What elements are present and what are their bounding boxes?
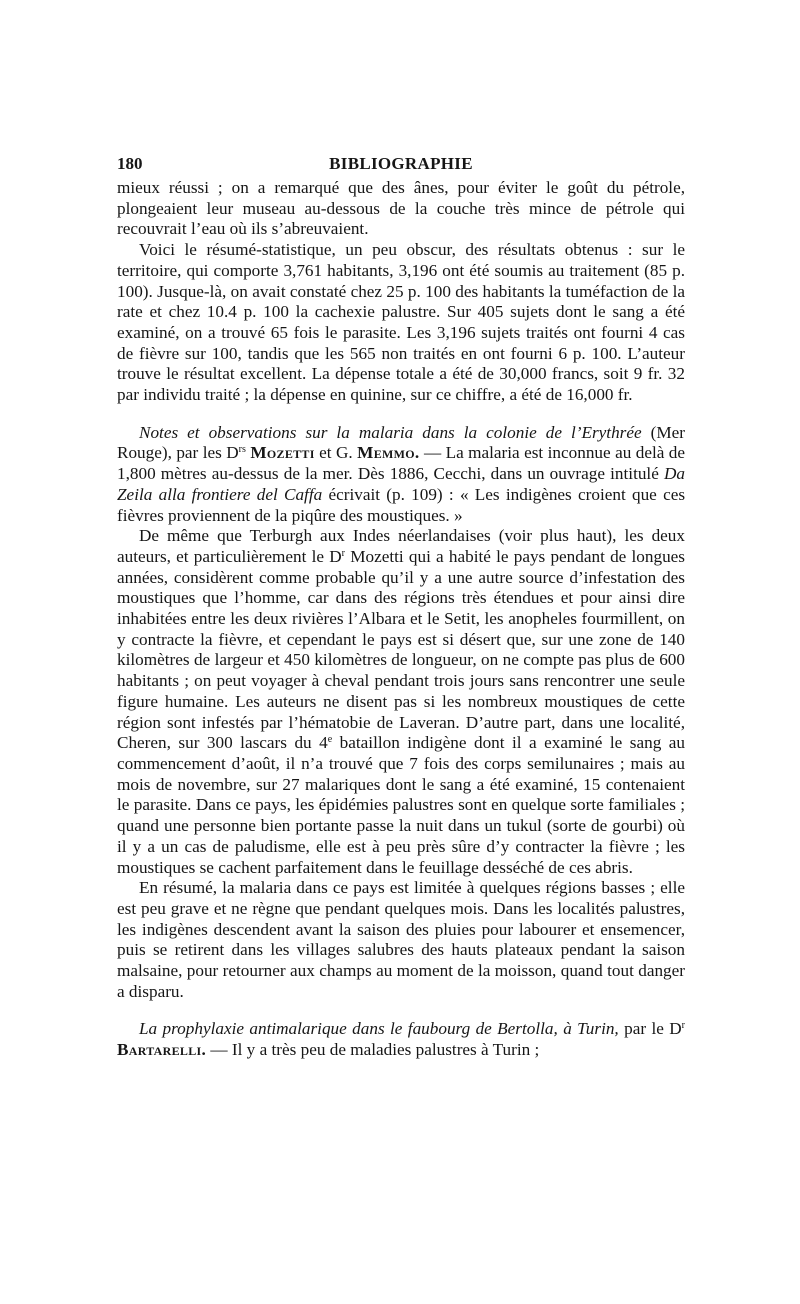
ordinal-sup: e <box>327 734 333 746</box>
review-text-a: — La malaria est inconnue au delà de 1,800 mètres au-dessus de la mer. Dès 1886, Cecchi, dans un ouvrage intitulé <box>117 443 686 484</box>
authors-title-sup: rs <box>238 444 246 456</box>
author-memmo: Memmo. <box>357 443 420 463</box>
paragraph-summary: En résumé, la malaria dans ce pays est limitée à quelques régions basses ; elle est peu grave et ne règne que pendant quelques mois. Dans les localités palustres, les indigènes descendent avant la saison des pluies pour labourer et ensemencer, puis se retirent dans les villages salubres des hauts plateaux pendant la saison malsaine, pour retourner aux champs au moment de la moisson, quand tout danger a disparu. <box>117 878 685 1001</box>
author-mozetti: Mozetti <box>250 443 315 463</box>
author-bartarelli: Bartarelli. <box>117 1040 207 1060</box>
paragraph-erythree-review <box>117 423 685 527</box>
paragraph-continuation: mieux réussi ; on a remarqué que des ânes, pour éviter le goût du pétrole, plongeaient leur museau au-dessous de la couche très mince de pétrole qui recouvrait l’eau où ils s’abreuvaient. <box>117 178 685 239</box>
paragraph-infestation <box>117 526 685 878</box>
paragraph-statistics: Voici le résumé-statistique, un peu obscur, des résultats obtenus : sur le territoire, qui comporte 3,761 habitants, 3,196 ont été soumis au traitement (85 p. 100). Jusque-là, on avait constaté chez 25 p. 100 des habitants la tuméfaction de la rate et chez 10.4 p. 100 la cachexie palustre. Sur 405 sujets dont le sang a été examiné, on a trouvé 65 fois le parasite. Les 3,196 sujets traités ont fourni 4 cas de fièvre sur 100, tandis que les 565 non traités en ont fourni 6 p. 100. L’auteur trouve le résultat excellent. La dépense totale a été de 30,000 francs, soit 9 fr. 32 par individu traité ; la dépense en quinine, sur ce chiffre, a été de 16,000 fr. <box>117 240 685 405</box>
doctor-sup: r <box>341 547 345 559</box>
infestation-text-a: De même que Terburgh aux Indes néerlandaises (voir plus haut), les deux auteurs, et particulièrement le D <box>117 526 685 566</box>
turin-review-text: — Il y a très peu de maladies palustres à Turin ; <box>210 1040 540 1060</box>
running-title: BIBLIOGRAPHIE <box>329 154 473 173</box>
review-title: Notes et observations sur la malaria dans la colonie de l’Erythrée <box>139 422 642 442</box>
page-number: 180 <box>117 154 143 173</box>
authors-prefix: (Mer Rouge), par les D <box>117 422 686 463</box>
author-join: et G. <box>319 443 353 463</box>
review-text-b: écrivait (p. 109) : « Les indigènes croient que ces fièvres proviennent de la piqûre des moustiques. » <box>117 484 686 525</box>
infestation-text-b: Mozetti qui a habité le pays pendant de longues années, considèrent comme probable qu’il y a une autre source d’infestation des moustiques que l’homme, car dans des régions très étendues et pour ainsi dire inhabitées entre les deux rivières l’Albara et le Setit, les anopheles fourmillent, on y contracte la fièvre, et cependant le pays est si désert que, sur une zone de 140 kilomètres de largeur et 450 kilomètres de longueur, on ne compte pas plus de 600 habitants ; on peut voyager à cheval pendant trois jours sans rencontrer une seule figure humaine. Les auteurs ne disent pas si les nombreux moustiques de cette région sont infestés par l’hématobie de Laveran. D’autre part, dans une localité, Cheren, sur 300 lascars du 4 <box>117 546 685 753</box>
infestation-text-c: bataillon indigène dont il a examiné le sang au commencement d’août, il n’a trouvé que 7 fois des corps semilunaires ; mais au mois de novembre, sur 27 malariques dont le sang a été examiné, 15 contenaient le parasite. Dans ce pays, les épidémies palustres sont en quelque sorte familiales ; quand une personne bien portante passe la nuit dans un tukul (sorte de gourbi) où il y a un cas de paludisme, elle est à peu près sûre d’y contracter la fièvre ; les moustiques se cachent parfaitement dans le feuillage desséché de ces abris. <box>117 733 685 877</box>
paragraph-turin-review <box>117 1019 685 1060</box>
page-header <box>117 150 685 178</box>
turin-authors-prefix: par le D <box>624 1019 682 1039</box>
turin-review-title: La prophylaxie antimalarique dans le faubourg de Bertolla, à Turin, <box>139 1019 619 1039</box>
book-page <box>117 150 685 1061</box>
cited-work-title: Da Zeila alla frontiere del Caffa <box>117 464 685 504</box>
page-body <box>117 178 685 1061</box>
turin-doctor-sup: r <box>681 1020 686 1032</box>
